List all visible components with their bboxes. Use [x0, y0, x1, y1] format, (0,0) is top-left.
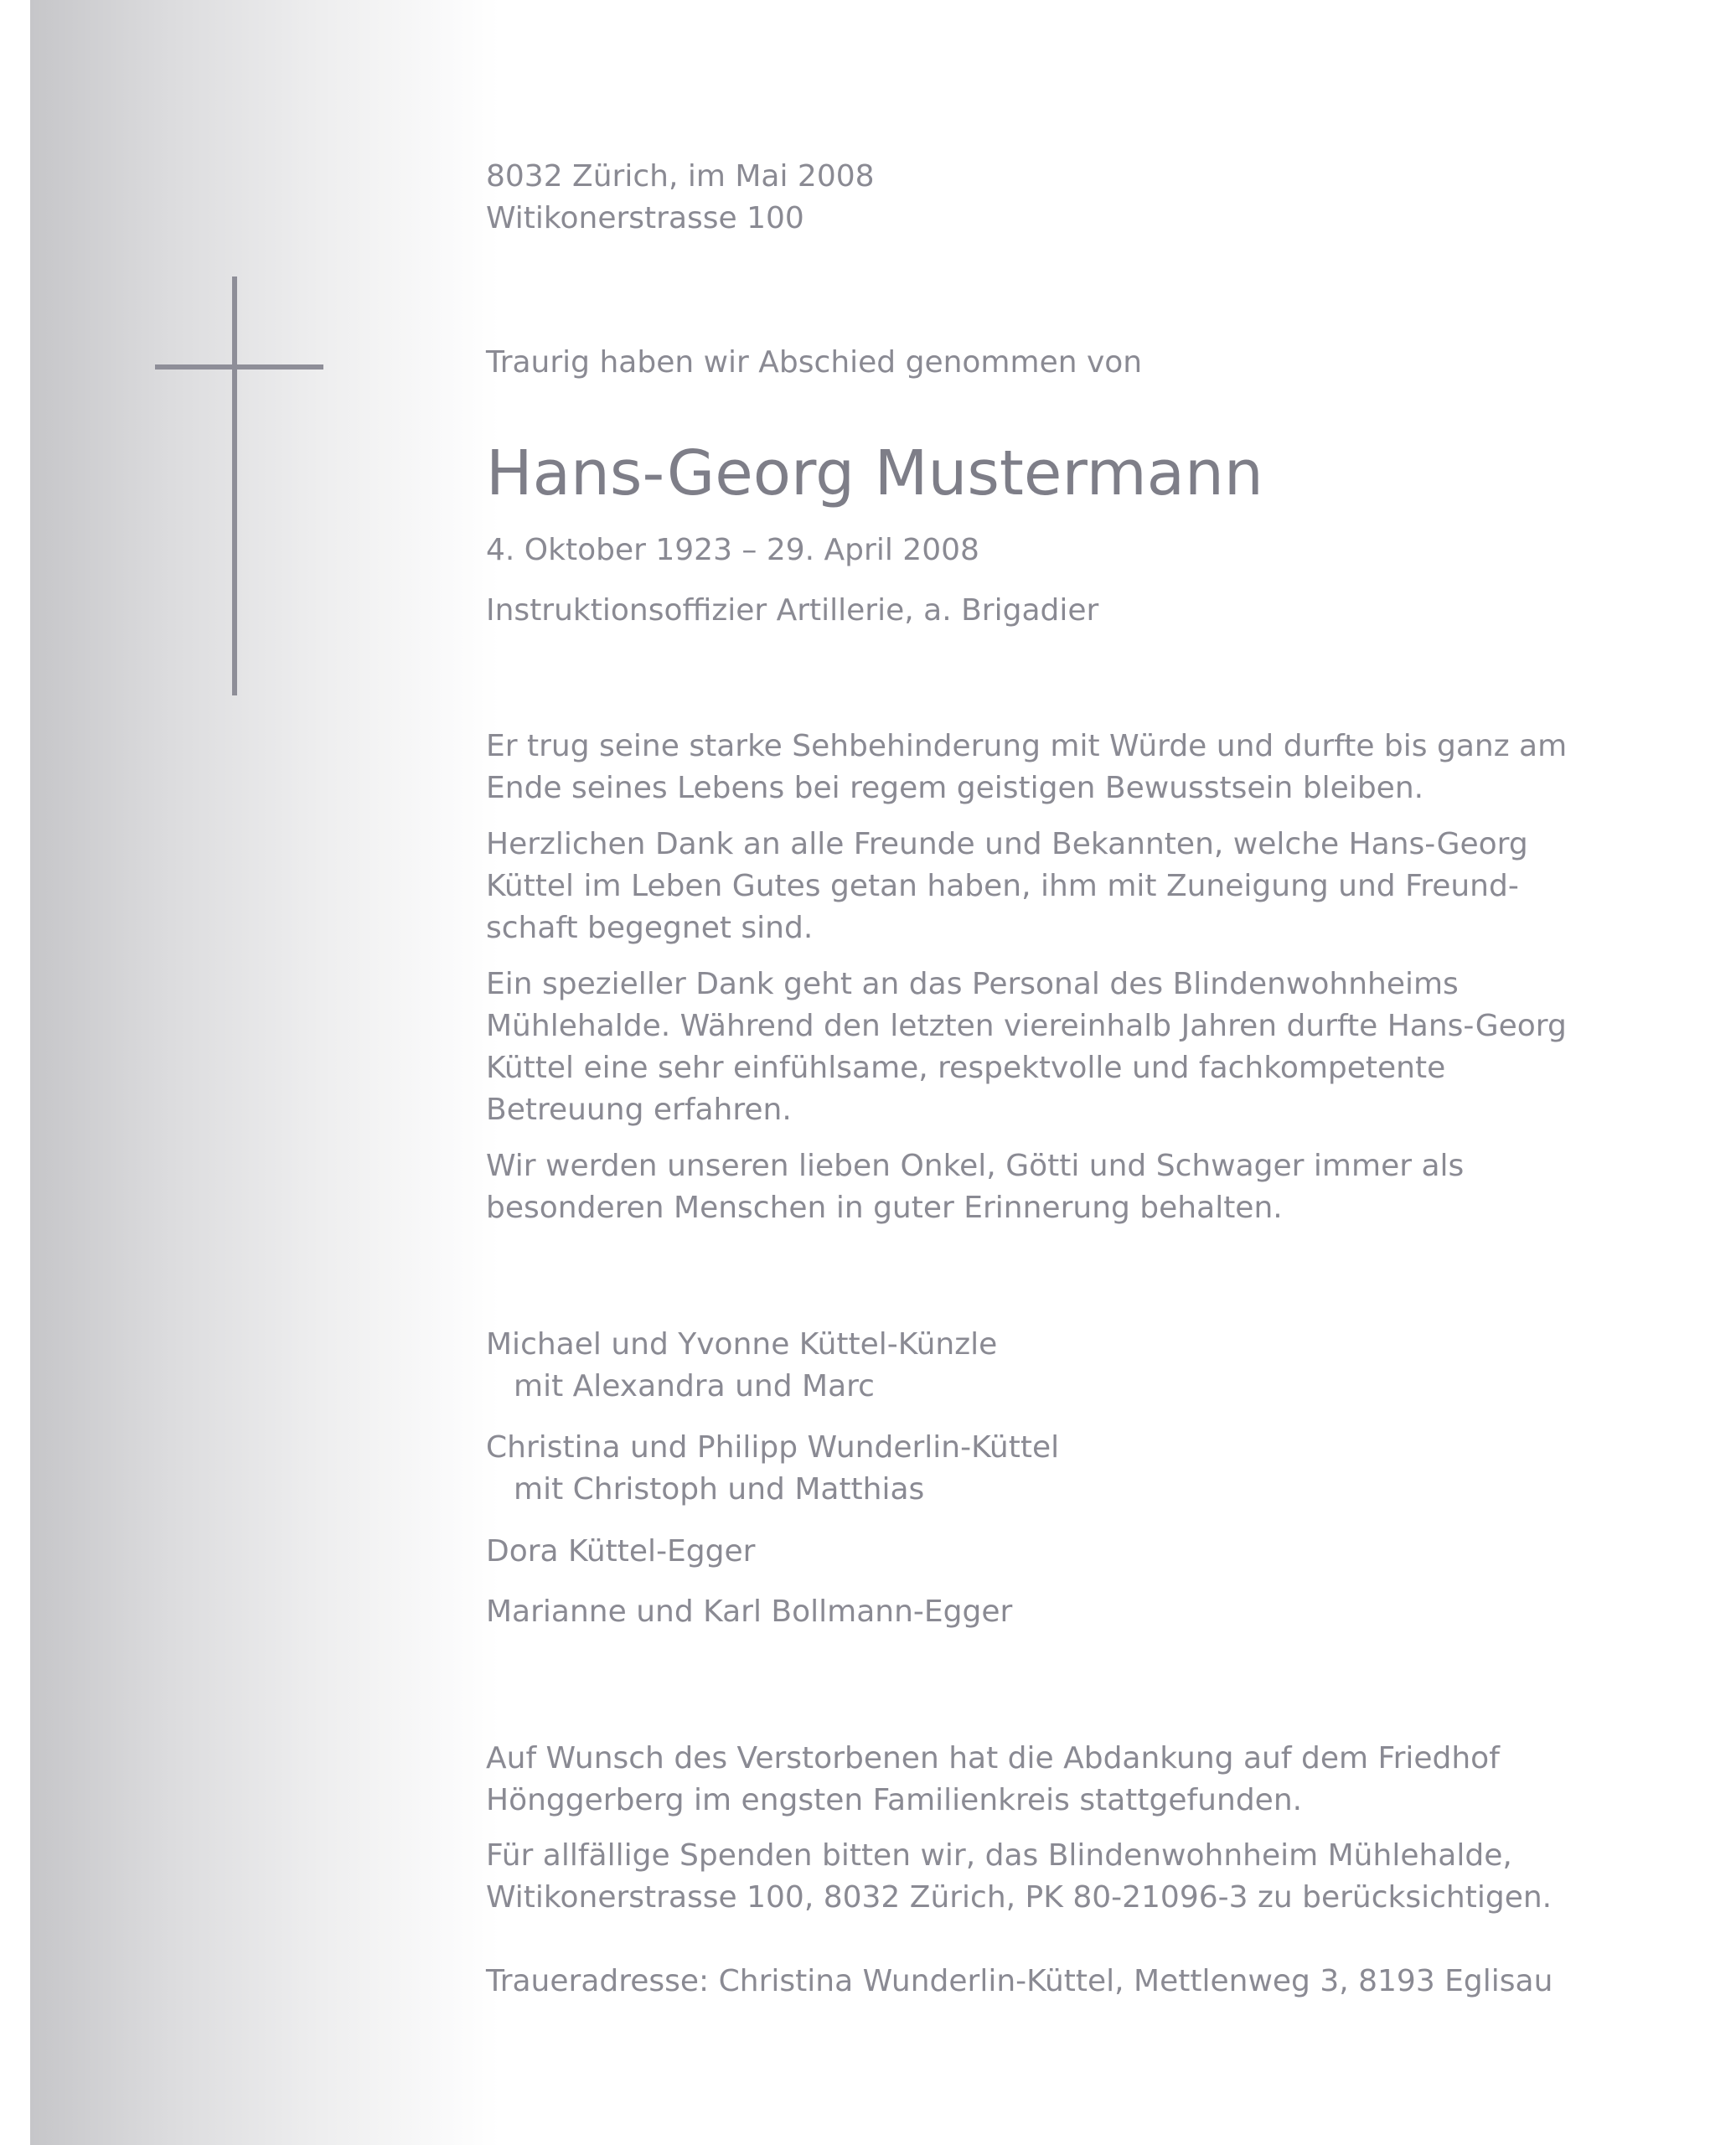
family-children: mit Alexandra und Marc	[514, 1369, 875, 1403]
family-name: Christina und Philipp Wunderlin-Küttel	[486, 1430, 1060, 1465]
paragraph-line: Küttel im Leben Gutes getan haben, ihm mit Zuneigung und Freund-	[486, 869, 1519, 903]
paragraph-2	[486, 824, 1528, 949]
closing-line: Für allfällige Spenden bitten wir, das Blindenwohnheim Mühlehalde,	[486, 1838, 1512, 1873]
paragraph-line: besonderen Menschen in guter Erinnerung behalten.	[486, 1191, 1283, 1225]
paragraph-line: Mühlehalde. Während den letzten viereinhalb Jahren durfte Hans-Georg	[486, 1009, 1567, 1043]
cross-vertical-bar	[232, 277, 237, 695]
closing-line: Hönggerberg im engsten Familienkreis stattgefunden.	[486, 1783, 1303, 1817]
deceased-name: Hans-Georg Mustermann	[486, 437, 1263, 509]
deceased-title: Instruktionsoffizier Artillerie, a. Brigadier	[486, 593, 1099, 628]
closing-line: Auf Wunsch des Verstorbenen hat die Abdankung auf dem Friedhof	[486, 1741, 1500, 1775]
paragraph-line: Ende seines Lebens bei regem geistigen Bewusstsein bleiben.	[486, 771, 1424, 805]
header-place-date: 8032 Zürich, im Mai 2008	[486, 159, 875, 194]
paragraph-line: Er trug seine starke Sehbehinderung mit Würde und durfte bis ganz am	[486, 729, 1568, 763]
header-street: Witikonerstrasse 100	[486, 201, 804, 235]
side-gradient-band	[30, 0, 499, 2145]
closing-paragraph-2	[486, 1835, 1552, 1919]
closing-paragraph-1	[486, 1738, 1500, 1822]
family-entry-4: Marianne und Karl Bollmann-Egger	[486, 1595, 1013, 1629]
family-entry-2	[486, 1427, 1059, 1511]
paragraph-line: schaft begegnet sind.	[486, 911, 814, 945]
family-name: Michael und Yvonne Küttel-Künzle	[486, 1327, 998, 1362]
paragraph-3	[486, 964, 1567, 1131]
paragraph-line: Wir werden unseren lieben Onkel, Götti und Schwager immer als	[486, 1149, 1465, 1183]
family-children: mit Christoph und Matthias	[514, 1472, 925, 1507]
mourning-address: Traueradresse: Christina Wunderlin-Küttel, Mettlenweg 3, 8193 Eglisau	[486, 1964, 1553, 1998]
paragraph-line: Küttel eine sehr einfühlsame, respektvolle und fachkompetente	[486, 1051, 1446, 1085]
family-entry-3: Dora Küttel-Egger	[486, 1534, 756, 1569]
cross-horizontal-bar	[155, 364, 323, 370]
family-entry-1	[486, 1324, 997, 1408]
paragraph-line: Herzlichen Dank an alle Freunde und Bekannten, welche Hans-Georg	[486, 827, 1528, 861]
closing-line: Witikonerstrasse 100, 8032 Zürich, PK 80-21096-3 zu berücksichtigen.	[486, 1880, 1553, 1915]
paragraph-1	[486, 726, 1567, 809]
paragraph-line: Ein spezieller Dank geht an das Personal des Blindenwohnheims	[486, 967, 1459, 1001]
deceased-dates: 4. Oktober 1923 – 29. April 2008	[486, 533, 979, 567]
intro-line: Traurig haben wir Abschied genommen von	[486, 345, 1143, 380]
paragraph-line: Betreuung erfahren.	[486, 1093, 792, 1127]
paragraph-4	[486, 1145, 1464, 1229]
